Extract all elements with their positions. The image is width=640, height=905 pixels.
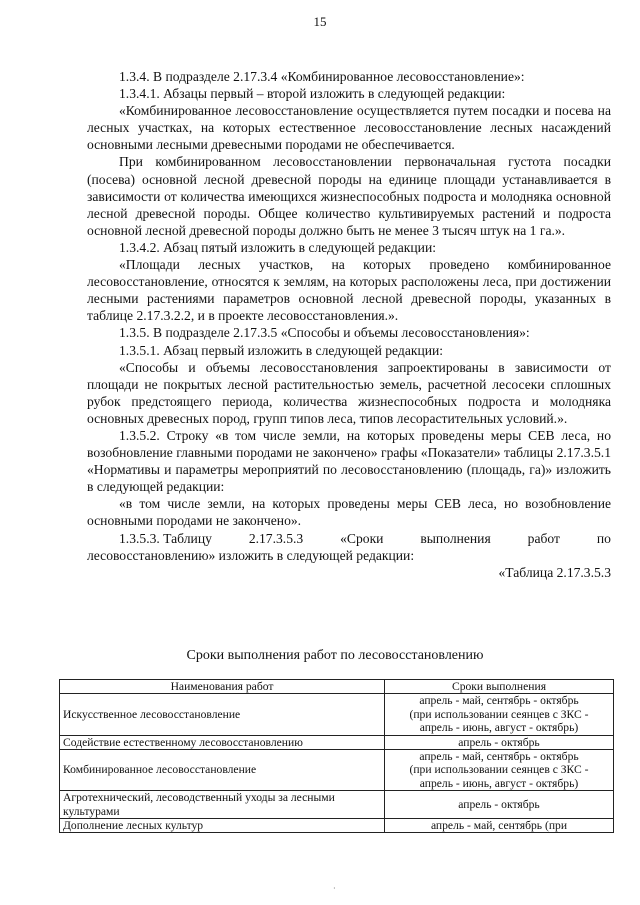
work-name: Содействие естественному лесовосстановлению: [60, 735, 385, 749]
term-line: апрель - май, сентябрь - октябрь: [419, 694, 579, 708]
term-line: апрель - октябрь: [458, 797, 540, 811]
spread-word: работ: [527, 530, 560, 546]
table-caption: «Таблица 2.17.3.5.3: [498, 564, 611, 580]
paragraph: 1.3.5.2. Строку «в том числе земли, на которых проведены меры СЕВ леса, но возобновление главными породами не закончено» графы «Показатели» таблицы 2.17.3.5.1 «Нормативы и параметры мероприятий по лесовосстановлению (площадь, га)» изложить в следующей редакции:: [87, 427, 611, 495]
paragraph: «в том числе земли, на которых проведены меры СЕВ леса, но возобновление основными породами не закончено».: [87, 496, 611, 529]
document-body: [87, 68, 611, 581]
term-line: апрель - июнь, август - октябрь): [419, 776, 579, 790]
table-header-row: [60, 680, 614, 694]
works-table: [59, 679, 614, 833]
column-header: Наименования работ: [60, 680, 385, 694]
work-name: Искусственное лесовосстановление: [60, 694, 385, 735]
work-term: [385, 791, 614, 819]
spread-word: 2.17.3.5.3: [248, 530, 304, 546]
paragraph: 1.3.5. В подразделе 2.17.3.5 «Способы и объемы лесовосстановления»:: [119, 325, 530, 341]
paragraph: 1.3.4.1. Абзацы первый – второй изложить в следующей редакции:: [119, 86, 506, 102]
paragraph: 1.3.4.2. Абзац пятый изложить в следующей редакции:: [119, 239, 437, 255]
page-number: 15: [313, 14, 327, 29]
work-term: [385, 735, 614, 749]
paragraph: «Комбинированное лесовосстановление осуществляется путем посадки и посева на лесных участках, на которых естественное лесовосстановление лесных насаждений основными лесными древесными породами не обеспечивается.: [87, 103, 611, 153]
paragraph: «Способы и объемы лесовосстановления запроектированы в зависимости от площади не покрытых лесной растительностью земель, расчетной лесосеки сплошных рубок предстоящего периода, количества жизнеспособных подроста и молодняка основных древесных пород, групп типов леса, типов лесорастительных условий.».: [87, 359, 611, 426]
table-row: [60, 694, 614, 735]
work-name: Дополнение лесных культур: [60, 819, 385, 833]
term-line: (при использовании сеянцев с ЗКС -: [409, 707, 589, 721]
table-row: [60, 819, 614, 833]
spread-line: [87, 530, 611, 547]
spread-word: «Сроки: [340, 530, 384, 546]
term-line: апрель - май, сентябрь - октябрь: [419, 750, 579, 764]
work-name: Комбинированное лесовосстановление: [60, 750, 385, 791]
work-term: [385, 750, 614, 791]
work-term: [385, 819, 614, 833]
term-line: (при использовании сеянцев с ЗКС -: [409, 763, 589, 777]
paragraph: «Площади лесных участков, на которых проведено комбинированное лесовосстановление, относятся к землям, на которых расположены леса, при достижении лесными растениями параметров основной лесной древесной породы, указанных в таблице 2.17.3.2.2, и в проекте лесовосстановления.».: [87, 257, 611, 324]
paragraph: При комбинированном лесовосстановлении первоначальная густота посадки (посева) основной лесной древесной породы на единице площади устанавливается в зависимости от количества имеющихся жизнеспособных подроста и молодняка основной лесной древесной породы. Общее количество культивируемых растений и подроста основной лесной древесной породы должно быть не менее 3 тысяч штук на 1 га.».: [87, 154, 611, 238]
scan-speck: ·: [333, 884, 336, 893]
paragraph: 1.3.4. В подразделе 2.17.3.4 «Комбинированное лесовосстановление»:: [119, 69, 525, 84]
table-row: [60, 791, 614, 819]
spread-word: выполнения: [420, 530, 491, 546]
spread-word: по: [596, 530, 611, 546]
term-line: апрель - июнь, август - октябрь): [419, 721, 579, 735]
table-row: [60, 735, 614, 749]
table-title: Сроки выполнения работ по лесовосстановлению: [186, 648, 484, 663]
paragraph: 1.3.5.1. Абзац первый изложить в следующей редакции:: [119, 342, 444, 358]
column-header: Сроки выполнения: [385, 680, 614, 694]
term-line: апрель - октябрь: [458, 735, 540, 749]
table-row: [60, 750, 614, 791]
term-line: апрель - май, сентябрь (при: [430, 819, 568, 833]
paragraph: лесовосстановлению» изложить в следующей редакции:: [87, 547, 415, 563]
spread-word: 1.3.5.3. Таблицу: [119, 530, 212, 546]
work-term: [385, 694, 614, 735]
work-name: Агротехнический, лесоводственный уходы за лесными культурами: [60, 791, 385, 819]
